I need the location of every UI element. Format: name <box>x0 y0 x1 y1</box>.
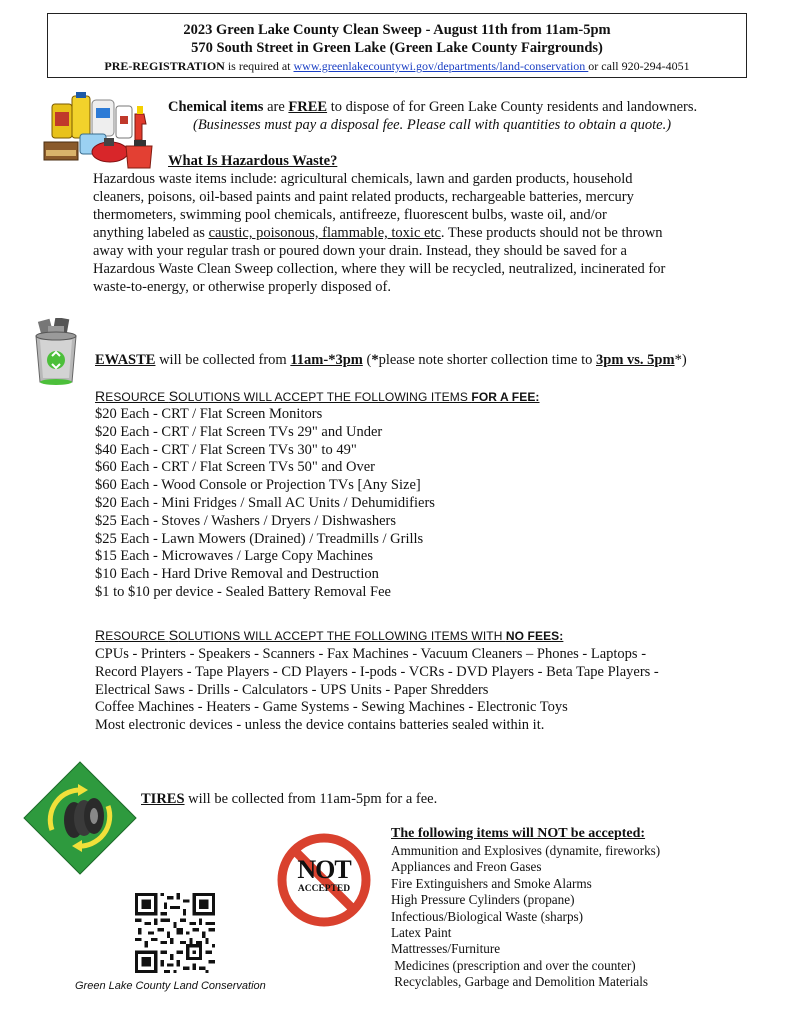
heading-letter: R <box>95 627 106 643</box>
fee-item: $20 Each - CRT / Flat Screen Monitors <box>95 406 323 422</box>
household-chemicals-icon <box>40 90 158 172</box>
nofee-line: Record Players - Tape Players - CD Players - I-pods - VCRs - DVD Players - Beta Tape Players - <box>95 663 659 680</box>
fee-item: $40 Each - CRT / Flat Screen TVs 30" to 49" <box>95 441 357 458</box>
chemical-free-line <box>168 98 697 116</box>
paragraph-line: away with your regular trash or poured down your drain. Instead, they should be saved for a <box>93 243 627 259</box>
event-location: 570 South Street in Green Lake (Green Lake County Fairgrounds) <box>191 40 603 56</box>
qr-code-icon[interactable] <box>135 893 215 973</box>
fee-item: $15 Each - Microwaves / Large Copy Machines <box>95 548 373 565</box>
nofee-line: CPUs - Printers - Speakers - Scanners - Fax Machines - Vacuum Cleaners – Phones - Laptops - <box>95 646 647 662</box>
ewaste-paren: ( <box>362 352 372 368</box>
paragraph-continued: . These products should not be thrown <box>440 225 663 241</box>
fee-item: $25 Each - Lawn Mowers (Drained) / Treadmills / Grills <box>95 530 424 547</box>
not-word: NOT <box>297 855 351 884</box>
hazardous-waste-heading: What Is Hazardous Waste? <box>168 153 338 169</box>
not-accepted-item: Infectious/Biological Waste (sharps) <box>391 908 584 924</box>
labeled-as-text: anything labeled as <box>93 225 209 241</box>
event-title: 2023 Green Lake County Clean Sweep - August 11th from 11am-5pm <box>183 22 611 38</box>
are-text: are <box>263 99 289 115</box>
free-label: FREE <box>288 99 328 115</box>
phone-text: or call 920-294-4051 <box>588 59 690 73</box>
fee-item: $60 Each - CRT / Flat Screen TVs 50" and Over <box>95 459 375 476</box>
heading-emphasis: FOR A FEE: <box>471 390 540 404</box>
tires-line <box>141 790 437 808</box>
fee-item: $20 Each - Mini Fridges / Small AC Units / Dehumidifiers <box>95 494 435 511</box>
fee-item: $1 to $10 per device - Sealed Battery Removal Fee <box>95 583 391 600</box>
prereg-label: PRE-REGISTRATION <box>104 59 225 73</box>
ewaste-close: *) <box>674 352 687 368</box>
heading-word: ESOURCE <box>105 390 169 404</box>
ewaste-time: 11am-*3pm <box>290 352 363 368</box>
hazard-labels: caustic, poisonous, flammable, toxic etc <box>208 225 441 241</box>
nofee-line: Electrical Saws - Drills - Calculators - UPS Units - Paper Shredders <box>95 681 489 698</box>
not-accepted-list <box>391 843 660 991</box>
nofee-line: Coffee Machines - Heaters - Game Systems - Sewing Machines - Electronic Toys <box>95 699 568 716</box>
prereg-text: is required at <box>224 59 294 73</box>
heading-letter: S <box>168 388 179 404</box>
fee-item: $25 Each - Stoves / Washers / Dryers / Dishwashers <box>95 512 396 529</box>
chemical-items-label: Chemical items <box>168 99 264 115</box>
heading-word: ESOURCE <box>105 629 169 643</box>
ewaste-recycle-bin-icon <box>30 318 82 386</box>
nofee-section-heading <box>95 627 563 643</box>
not-accepted-item: Latex Paint <box>391 925 452 941</box>
tires-label: TIRES <box>141 791 185 807</box>
paragraph-line: thermometers, swimming pool chemicals, antifreeze, fluorescent bulbs, waste oil, and/or <box>93 207 607 223</box>
not-accepted-item: Recyclables, Garbage and Demolition Materials <box>391 974 649 990</box>
paragraph-line: Hazardous waste items include: agricultural chemicals, lawn and garden products, household <box>93 171 633 187</box>
chemical-free-rest: to dispose of for Green Lake County residents and landowners. <box>327 99 698 115</box>
fee-item: $60 Each - Wood Console or Projection TVs [Any Size] <box>95 477 421 494</box>
footer-caption: Green Lake County Land Conservation <box>75 980 266 992</box>
paragraph-line: waste-to-energy, or otherwise properly disposed of. <box>93 279 391 295</box>
fee-section-heading <box>95 388 540 404</box>
heading-word: OLUTIONS WILL ACCEPT THE FOLLOWING ITEMS WITH <box>178 629 506 643</box>
not-accepted-item: High Pressure Cylinders (propane) <box>391 892 575 908</box>
heading-emphasis: NO FEES: <box>505 629 564 643</box>
not-accepted-item: Medicines (prescription and over the counter) <box>391 957 636 973</box>
ewaste-star: * <box>371 352 379 368</box>
not-accepted-sign <box>276 832 372 928</box>
ewaste-note: please note shorter collection time to <box>378 352 596 368</box>
not-accepted-item: Fire Extinguishers and Smoke Alarms <box>391 875 592 891</box>
ewaste-line <box>95 351 687 369</box>
heading-letter: R <box>95 388 106 404</box>
not-accepted-item: Mattresses/Furniture <box>391 941 501 957</box>
registration-link[interactable]: www.greenlakecountywi.gov/departments/land-conservation <box>293 59 589 73</box>
hazardous-waste-paragraph <box>93 170 665 296</box>
business-fee-note: (Businesses must pay a disposal fee. Please call with quantities to obtain a quote.) <box>193 117 672 133</box>
paragraph-line: Hazardous Waste Clean Sweep collection, where they will be recycled, neutralized, incinerated for <box>93 261 666 277</box>
accepted-word: ACCEPTED <box>297 884 351 894</box>
ewaste-time-compare: 3pm vs. 5pm <box>596 352 675 368</box>
paragraph-line <box>93 224 665 242</box>
fee-item: $20 Each - CRT / Flat Screen TVs 29" and Under <box>95 423 383 440</box>
tire-recycling-icon <box>22 760 138 876</box>
fee-item: $10 Each - Hard Drive Removal and Destruction <box>95 566 379 583</box>
nofee-line: Most electronic devices - unless the device contains batteries sealed within it. <box>95 717 545 734</box>
not-accepted-item: Appliances and Freon Gases <box>391 859 542 875</box>
fee-items-list <box>95 406 435 602</box>
tires-text: will be collected from 11am-5pm for a fee. <box>184 791 438 807</box>
nofee-items-list <box>95 646 659 735</box>
header-box <box>47 13 747 78</box>
heading-letter: S <box>168 627 179 643</box>
heading-word: OLUTIONS WILL ACCEPT THE FOLLOWING ITEMS <box>178 390 472 404</box>
not-accepted-item: Ammunition and Explosives (dynamite, fireworks) <box>391 843 661 858</box>
ewaste-label: EWASTE <box>95 352 156 368</box>
ewaste-text: will be collected from <box>155 352 291 368</box>
not-accepted-heading: The following items will NOT be accepted: <box>391 826 646 841</box>
preregistration-line <box>48 57 746 75</box>
paragraph-line: cleaners, poisons, oil-based paints and paint related products, rechargeable batteries, mercury <box>93 189 634 205</box>
